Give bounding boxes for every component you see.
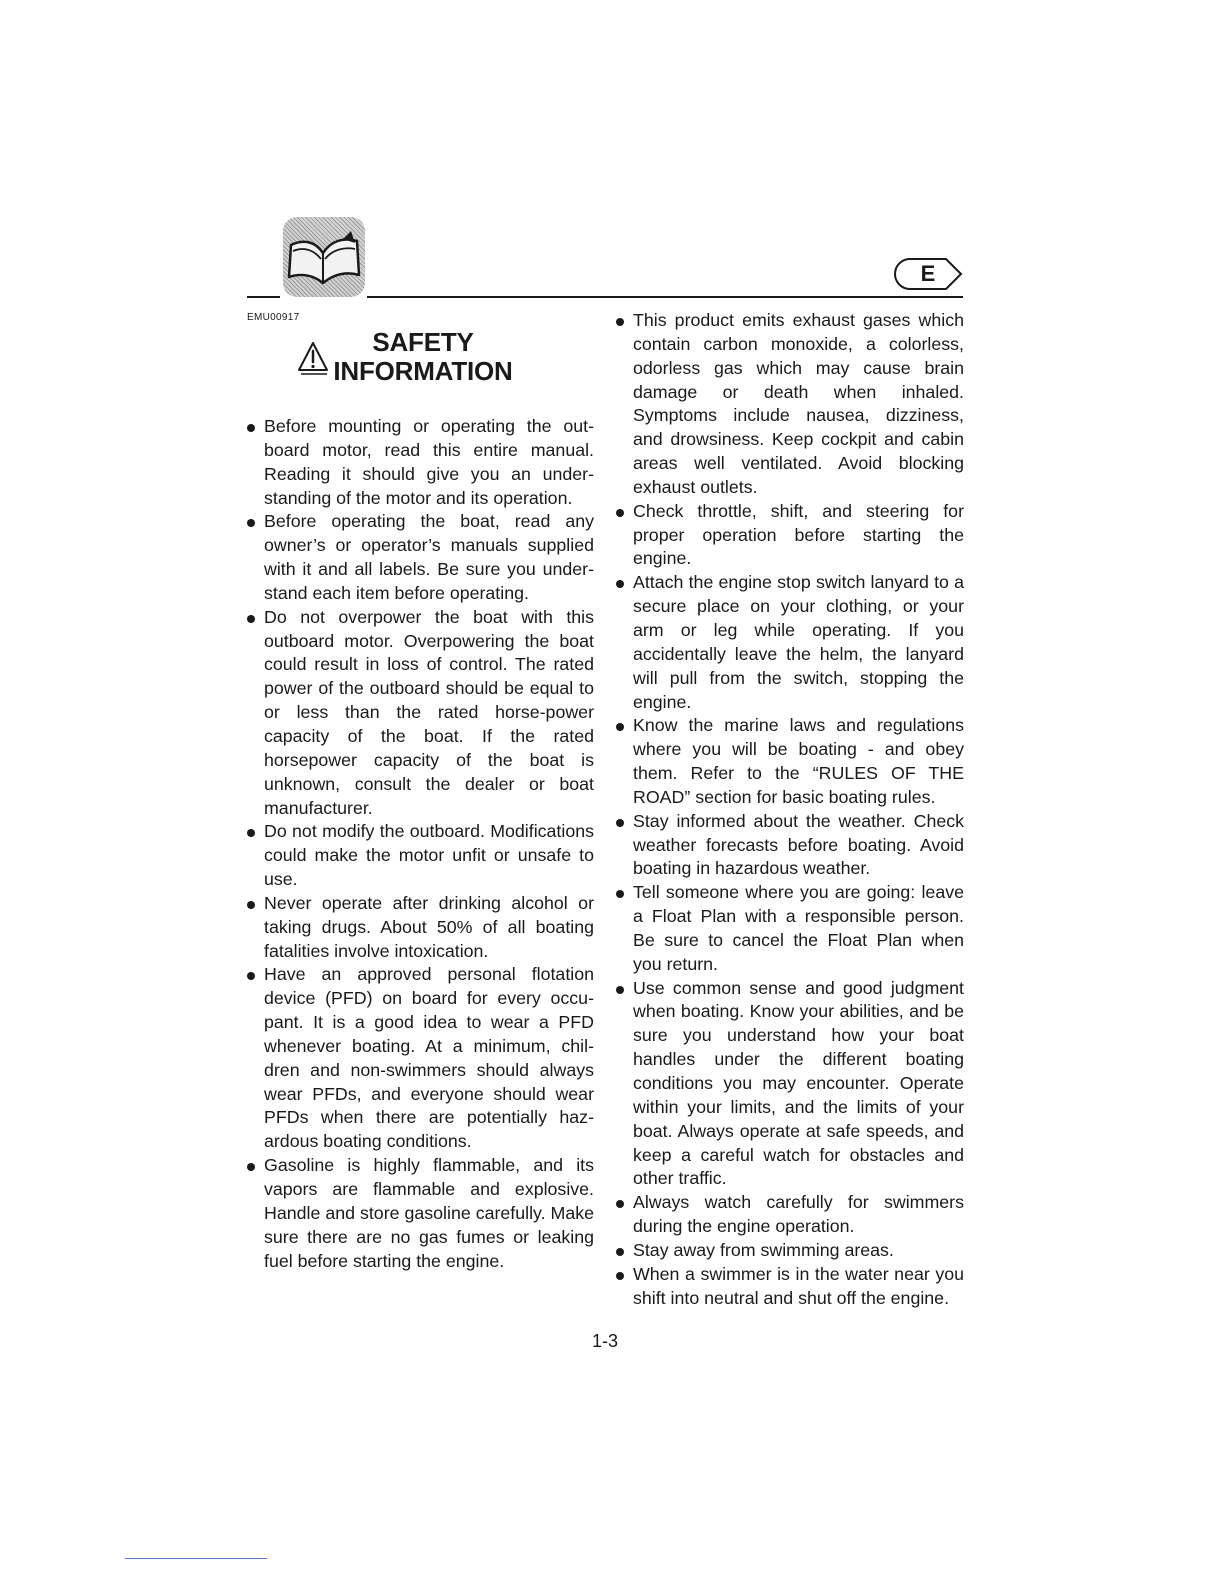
section-title-line1: SAFETY: [372, 327, 474, 357]
list-item: Have an approved personal flotation device (PFD) on board for every occu-pant. It is a good idea to wear a PFD whenever boating. At a minimum, chil-dren and non-swimmers should always wear PFDs, and everyone should wear PFDs when there are potentially haz-ardous boating conditions.: [245, 963, 594, 1154]
page-number: 1-3: [591, 1331, 618, 1351]
left-column-list: [245, 415, 594, 1273]
list-item: This product emits exhaust gases which contain carbon monoxide, a colorless, odorless gas which may cause brain damage or death when inhaled. Symptoms include nausea, dizziness, and drowsiness. Keep cockpit and cabin areas well ventilated. Avoid blocking exhaust outlets.: [614, 309, 964, 500]
header-rule-left: [247, 296, 280, 298]
list-item: Stay away from swimming areas.: [614, 1239, 964, 1263]
list-item: Know the marine laws and regulations where you will be boating - and obey them. Refer to the “RULES OF THE ROAD” section for basic boating rules.: [614, 714, 964, 809]
language-letter: E: [920, 261, 936, 286]
list-item: Attach the engine stop switch lanyard to a secure place on your clothing, or your arm or leg while operating. If you accidentally leave the helm, the lanyard will pull from the switch, stopping the engine.: [614, 571, 964, 714]
section-code: EMU00917: [247, 312, 300, 323]
language-badge: [893, 257, 963, 291]
list-item: Gasoline is highly flammable, and its vapors are flammable and explosive. Handle and store gasoline carefully. Make sure there are no gas fumes or leaking fuel before starting the engine.: [245, 1154, 594, 1273]
list-item: When a swimmer is in the water near you shift into neutral and shut off the engine.: [614, 1263, 964, 1311]
list-item: Before operating the boat, read any owner’s or operator’s manuals supplied with it and all labels. Be sure you under-stand each item before operating.: [245, 510, 594, 605]
open-book-icon: [283, 217, 365, 297]
section-title: [318, 328, 528, 386]
list-item: Do not modify the outboard. Modifications could make the motor unfit or unsafe to use.: [245, 820, 594, 892]
list-item: Check throttle, shift, and steering for proper operation before starting the engine.: [614, 500, 964, 572]
right-column-list: [614, 309, 964, 1310]
list-item: Never operate after drinking alcohol or taking drugs. About 50% of all boating fatalities involve intoxication.: [245, 892, 594, 964]
header-rule: [367, 296, 963, 298]
list-item: Use common sense and good judgment when boating. Know your abilities, and be sure you understand how your boat handles under the different boating conditions you may encounter. Operate within your limits, and the limits of your boat. Always operate at safe speeds, and keep a careful watch for obstacles and other traffic.: [614, 977, 964, 1192]
list-item: Do not overpower the boat with this outboard motor. Overpowering the boat could result in loss of control. The rated power of the outboard should be equal to or less than the rated horse-power capacity of the boat. If the rated horsepower capacity of the boat is unknown, consult the dealer or boat manufacturer.: [245, 606, 594, 821]
section-title-line2: INFORMATION: [333, 356, 513, 386]
list-item: Before mounting or operating the out-board motor, read this entire manual. Reading it should give you an under-standing of the motor and its operation.: [245, 415, 594, 510]
list-item: Tell someone where you are going: leave a Float Plan with a responsible person. Be sure to cancel the Float Plan when you return.: [614, 881, 964, 976]
bottom-rule: [125, 1558, 267, 1559]
list-item: Stay informed about the weather. Check weather forecasts before boating. Avoid boating in hazardous weather.: [614, 810, 964, 882]
list-item: Always watch carefully for swimmers during the engine operation.: [614, 1191, 964, 1239]
